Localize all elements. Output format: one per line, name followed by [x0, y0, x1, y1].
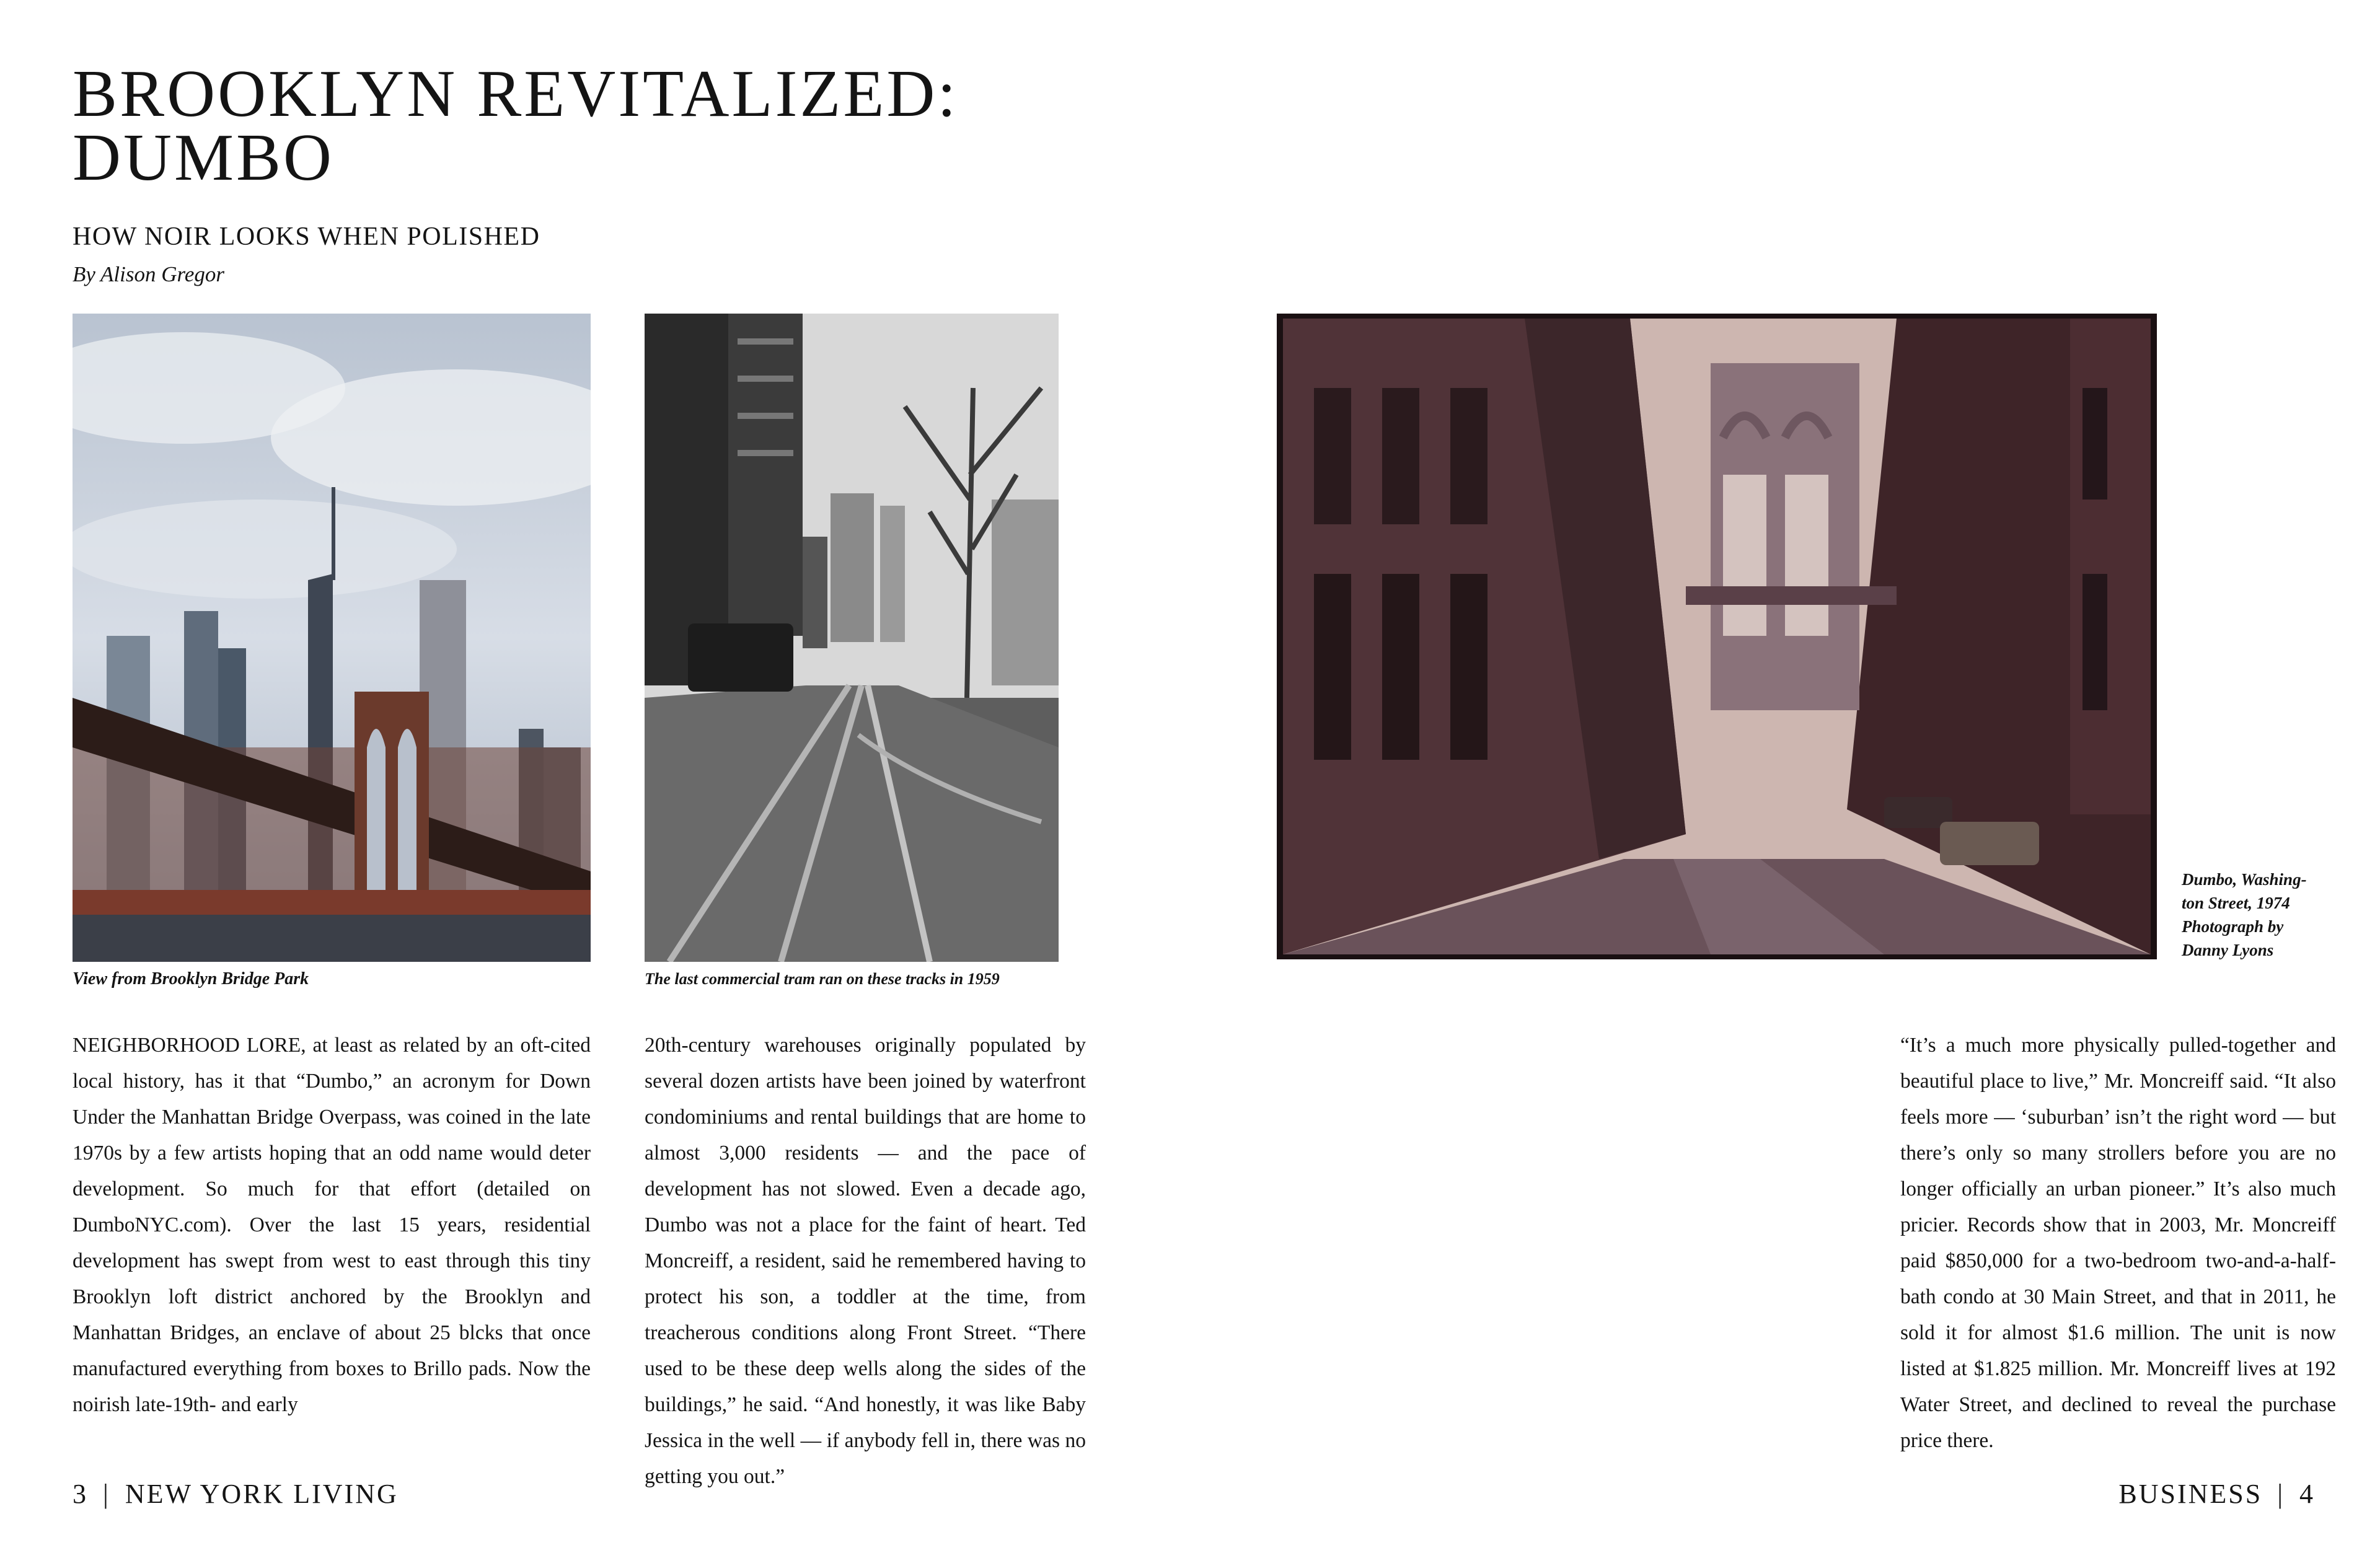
body-column-1: NEIGHBORHOOD LORE, at least as related by an oft-cited local history, has it that “Dumbo,” an acronym for Down Under the Manhattan Bridge Overpass, was coined in the late 1970s by a few artists hoping that an odd name would deter development. So much for that effort (detailed on DumboNYC.com). Over the last 15 years, residential development has swept from west to east through this tiny Brooklyn loft district anchored by the Brooklyn and Manhattan Bridges, an enclave of about 25 blcks that once manufactured everything from boxes to Brillo pads. Now the noirish late-19th- and early: [73, 1034, 591, 1416]
page-number-left: 3: [73, 1479, 88, 1509]
photo-skyline: [73, 314, 591, 962]
title-line-1: BROOKLYN REVITALIZED:: [73, 57, 959, 131]
caption-line: Dumbo, Washing-: [2182, 870, 2307, 889]
caption-tram-tracks: The last commercial tram ran on these tracks in 1959: [645, 970, 1000, 988]
folio-left: [73, 1478, 399, 1510]
body-column-3: “It’s a much more physically pulled-together and beautiful place to live,” Mr. Moncreiff said. “It also feels more — ‘suburban’ isn’t the right word — but there’s only so many strollers before you are no longer officially an urban pioneer.” It’s also much pricier. Records show that in 2003, Mr. Moncreiff paid $850,000 for a two-bedroom two-and-a-half-bath condo at 30 Main Street, and that in 2011, he sold it for almost $1.6 million. The unit is now listed at $1.825 million. Mr. Moncreiff lives at 192 Water Street, and declined to reveal the purchase price there.: [1900, 1034, 2336, 1452]
photo-tram-tracks: [645, 314, 1059, 962]
folio-separator: |: [2277, 1479, 2285, 1509]
article-title: [73, 57, 1064, 195]
caption-line: Danny Lyons: [2182, 941, 2274, 959]
photo-washington-street: [1277, 314, 2157, 959]
caption-line: ton Street, 1974: [2182, 894, 2290, 912]
caption-washington-street: [2182, 868, 2307, 962]
page-number-right: 4: [2299, 1479, 2315, 1509]
caption-skyline: View from Brooklyn Bridge Park: [73, 969, 309, 988]
body-column-2: 20th-century warehouses originally populated by several dozen artists have been joined by waterfront condominiums and rental buildings that are home to almost 3,000 residents — and the pace of development has not slowed. Even a decade ago, Dumbo was not a place for the faint of heart. Ted Moncreiff, a resident, said he remembered having to protect his son, a toddler at the time, from treacherous conditions along Front Street. “There used to be these deep wells along the sides of the buildings,” he said. “And honestly, it was like Baby Jessica in the well — if anybody fell in, there was no getting you out.”: [645, 1034, 1086, 1488]
section-name-left: NEW YORK LIVING: [125, 1479, 399, 1509]
byline: By Alison Gregor: [73, 262, 224, 286]
article-subtitle: HOW NOIR LOOKS WHEN POLISHED: [73, 222, 540, 251]
section-name-right: BUSINESS: [2118, 1479, 2263, 1509]
title-line-2: DUMBO: [73, 121, 335, 195]
caption-line: Photograph by: [2182, 917, 2284, 936]
folio-right: [2118, 1478, 2315, 1510]
folio-separator: |: [103, 1479, 110, 1509]
